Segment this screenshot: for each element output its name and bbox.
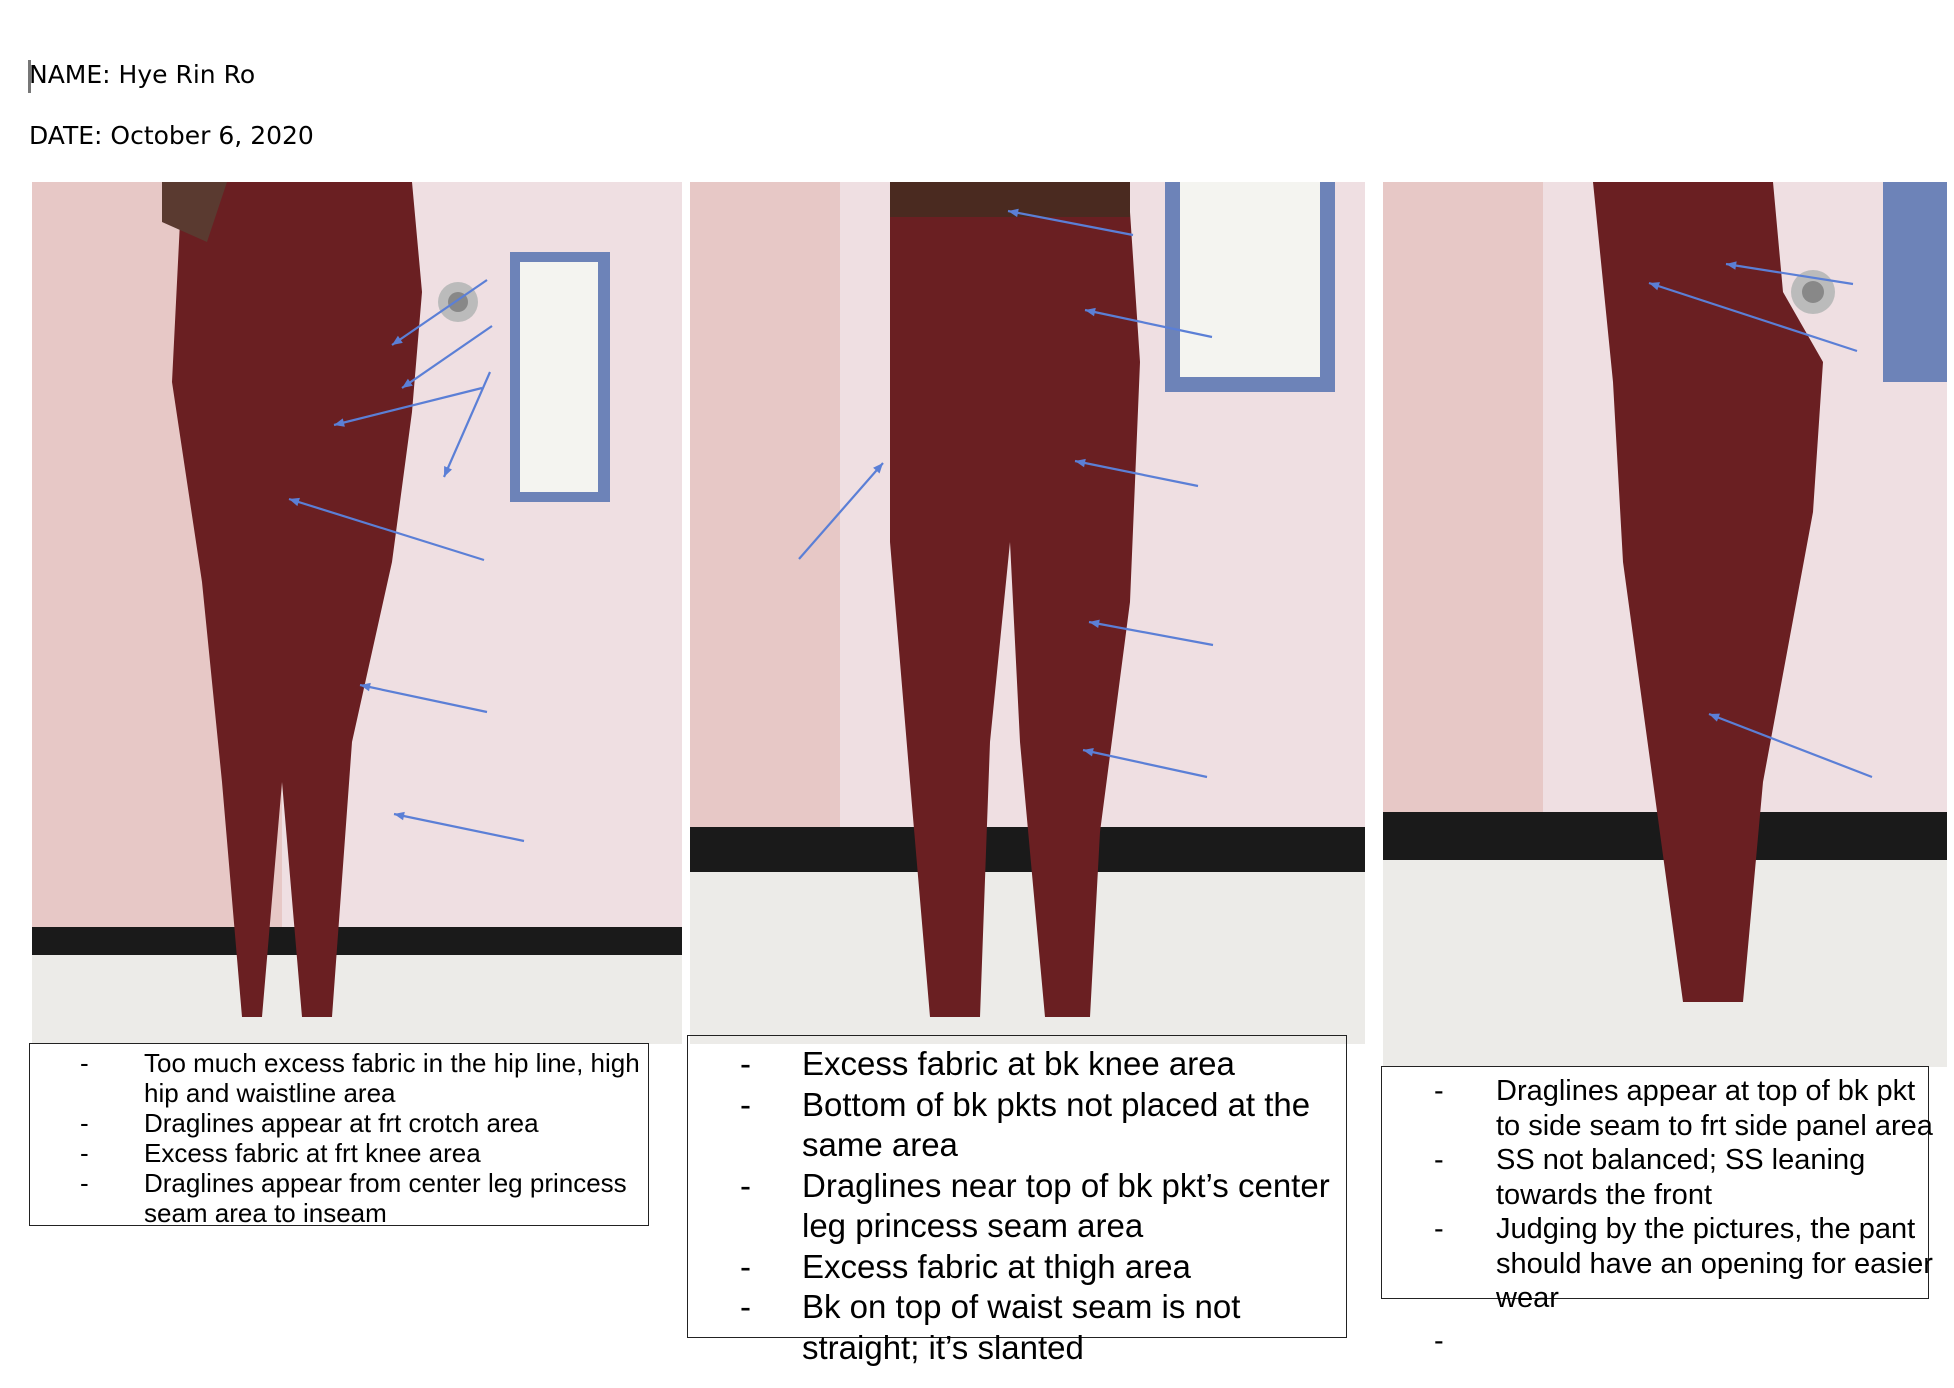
list-item: - Excess fabric at thigh area: [740, 1247, 1191, 1285]
list-item: - SS not balanced; SS leaning towards the front: [1434, 1144, 1866, 1211]
list-item: - Draglines near top of bk pkt’s center leg princess seam area: [740, 1166, 1330, 1244]
notes-back-list: [740, 1044, 1350, 1368]
list-item: - Excess fabric at bk knee area: [740, 1045, 1235, 1082]
photo-front-view: [32, 182, 682, 1044]
photo-side-view: [1383, 182, 1947, 1067]
list-item: - Draglines appear at frt crotch area: [80, 1108, 539, 1138]
list-item: - Judging by the pictures, the pant should have an opening for easier wear: [1434, 1213, 1933, 1314]
notes-side-list: - Draglines appear at top of bk pkt to side seam to frt side panel area - SS not balanced; SS leaning towards the front - Judging by the pictures, the pant should have an opening for easier wear -: [1434, 1075, 1933, 1357]
notes-front-list: [80, 1048, 640, 1228]
list-item: - Draglines appear at top of bk pkt to side seam to frt side panel area: [1434, 1075, 1933, 1142]
list-item: - Bk on top of waist seam is not straight; it’s slanted: [740, 1288, 1241, 1366]
date-line: DATE: October 6, 2020: [29, 121, 314, 150]
list-item: - Excess fabric at frt knee area: [80, 1138, 481, 1168]
list-item: - Too much excess fabric in the hip line, high hip and waistline area: [80, 1048, 640, 1108]
photo-back-view: [690, 182, 1365, 1044]
list-item: - Draglines appear from center leg princess seam area to inseam: [80, 1168, 627, 1228]
name-line: NAME: Hye Rin Ro: [29, 60, 256, 89]
list-item: - Bottom of bk pkts not placed at the same area: [740, 1085, 1311, 1163]
